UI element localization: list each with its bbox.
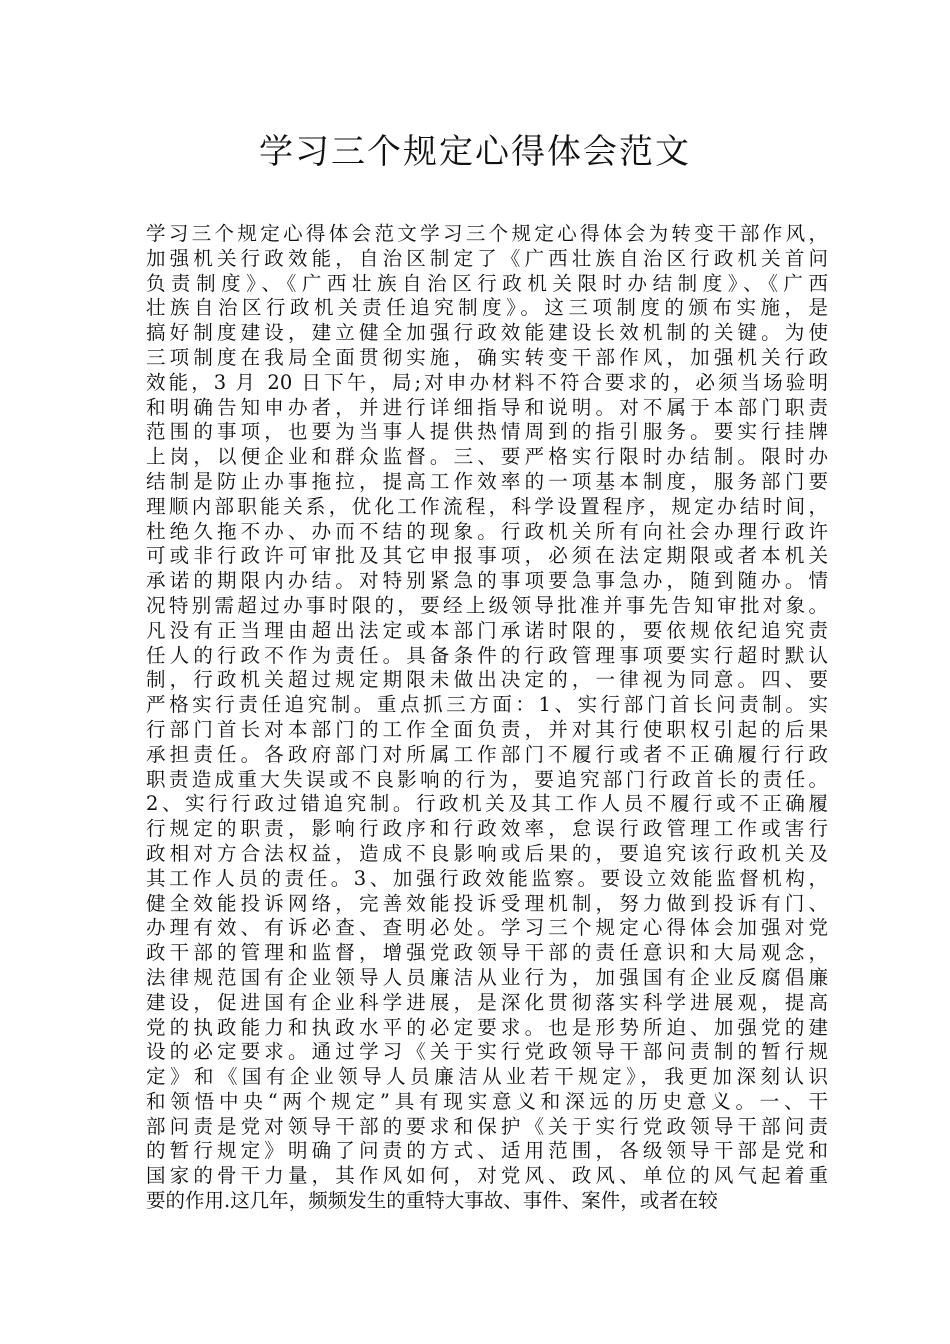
- document-body: [146, 222, 828, 1214]
- body-text-line: 理顺内部职能关系，优化工作流程，科学设置程序，规定办结时间，: [146, 494, 828, 518]
- body-text-line: 承诺的期限内办结。对特别紧急的事项要急事急办，随到随办。情: [146, 569, 828, 593]
- body-text-line: 国家的骨干力量，其作风如何，对党风、政风、单位的风气起着重: [146, 1164, 828, 1188]
- body-text-line: 部问责是党对领导干部的要求和保护《关于实行党政领导干部问责: [146, 1114, 828, 1138]
- body-text-line: 党的执政能力和执政水平的必定要求。也是形势所迫、加强党的建: [146, 1015, 828, 1039]
- body-text-line: 健全效能投诉网络，完善效能投诉受理机制，努力做到投诉有门、: [146, 891, 828, 915]
- body-text-line: 政干部的管理和监督，增强党政领导干部的责任意识和大局观念，: [146, 941, 828, 965]
- body-text-line: 其工作人员的责任。3、加强行政效能监察。要设立效能监督机构，: [146, 866, 828, 890]
- body-text-line: 上岗，以便企业和群众监督。三、要严格实行限时办结制。限时办: [146, 445, 828, 469]
- body-text-line: 行规定的职责，影响行政序和行政效率，怠误行政管理工作或害行: [146, 817, 828, 841]
- body-text-line: 效能，3 月 20 日下午，局;对申办材料不符合要求的，必须当场验明: [146, 370, 828, 394]
- body-text-line: 任人的行政不作为责任。具备条件的行政管理事项要实行超时默认: [146, 643, 828, 667]
- body-text-line: 建设，促进国有企业科学进展，是深化贯彻落实科学进展观，提高: [146, 990, 828, 1014]
- body-text-line: 职责造成重大失误或不良影响的行为，要追究部门行政首长的责任。: [146, 767, 828, 791]
- document-title: 学习三个规定心得体会范文: [259, 132, 691, 172]
- body-text-line: 搞好制度建设，建立健全加强行政效能建设长效机制的关键。为使: [146, 321, 828, 345]
- body-text-line: 结制是防止办事拖拉，提高工作效率的一项基本制度，服务部门要: [146, 469, 828, 493]
- body-text-line: 要的作用.这几年，频频发生的重特大事故、事件、案件，或者在较: [146, 1189, 718, 1213]
- body-text-line: 况特别需超过办事时限的，要经上级领导批准并事先告知审批对象。: [146, 593, 828, 617]
- body-text-line: 杜绝久拖不办、办而不结的现象。行政机关所有向社会办理行政许: [146, 519, 828, 543]
- body-text-line: 三项制度在我局全面贯彻实施，确实转变干部作风，加强机关行政: [146, 345, 828, 369]
- body-text-line: 定》和《国有企业领导人员廉洁从业若干规定》，我更加深刻认识: [146, 1065, 828, 1089]
- body-text-line: 壮族自治区行政机关责任追究制度》。这三项制度的颁布实施，是: [146, 296, 828, 320]
- body-text-line: 可或非行政许可审批及其它申报事项，必须在法定期限或者本机关: [146, 544, 828, 568]
- body-text-line: 设的必定要求。通过学习《关于实行党政领导干部问责制的暂行规: [146, 1040, 828, 1064]
- body-text-line: 严格实行责任追究制。重点抓三方面：1、实行部门首长问责制。实: [146, 693, 828, 717]
- body-text-line: 政相对方合法权益，造成不良影响或后果的，要追究该行政机关及: [146, 841, 828, 865]
- body-text-line: 负责制度》、《广西壮族自治区行政机关限时办结制度》、《广西: [146, 271, 828, 295]
- body-text-line: 学习三个规定心得体会范文学习三个规定心得体会为转变干部作风，: [146, 222, 828, 245]
- body-text-line: 制，行政机关超过规定期限未做出决定的，一律视为同意。四、要: [146, 668, 828, 692]
- body-text-line: 2、实行行政过错追究制。行政机关及其工作人员不履行或不正确履: [146, 792, 828, 816]
- body-text-line: 行部门首长对本部门的工作全面负责，并对其行使职权引起的后果: [146, 717, 828, 741]
- body-text-line: 凡没有正当理由超出法定或本部门承诺时限的，要依规依纪追究责: [146, 618, 828, 642]
- body-text-line: 范围的事项，也要为当事人提供热情周到的指引服务。要实行挂牌: [146, 420, 828, 444]
- body-text-line: 和明确告知申办者，并进行详细指导和说明。对不属于本部门职责: [146, 395, 828, 419]
- body-text-line: 法律规范国有企业领导人员廉洁从业行为，加强国有企业反腐倡廉: [146, 965, 828, 989]
- body-text-line: 和领悟中央“两个规定”具有现实意义和深远的历史意义。一、干: [146, 1089, 828, 1113]
- body-text-line: 承担责任。各政府部门对所属工作部门不履行或者不正确履行行政: [146, 742, 828, 766]
- body-text-line: 加强机关行政效能，自治区制定了《广西壮族自治区行政机关首问: [146, 246, 828, 270]
- body-text-line: 办理有效、有诉必查、查明必处。学习三个规定心得体会加强对党: [146, 916, 828, 940]
- body-text-line: 的暂行规定》明确了问责的方式、适用范围，各级领导干部是党和: [146, 1139, 828, 1163]
